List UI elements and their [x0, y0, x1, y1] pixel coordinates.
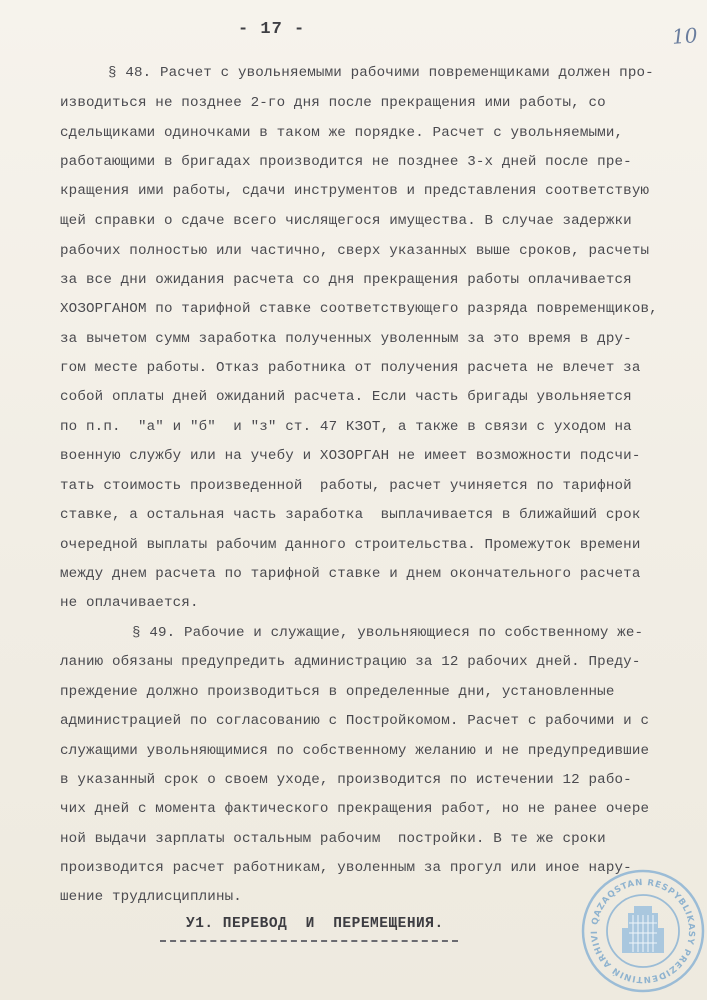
paragraph-49-line: преждение должно производиться в определенные дни, установленные — [60, 684, 615, 700]
paragraph-48-line: ставке, а остальная часть заработка выплачивается в ближайший срок — [60, 507, 641, 523]
paragraph-48-line: военную службу или на учебу и ХОЗОРГАН не имеет возможности подсчи- — [60, 448, 641, 464]
paragraph-48-line: гом месте работы. Отказ работника от получения расчета не влечет за — [60, 360, 641, 376]
paragraph-48-line: рабочих полностью или частично, сверх указанных выше сроков, расчеты — [60, 243, 650, 259]
paragraph-49-line: администрацией по согласованию с Постройкомом. Расчет с рабочими и с — [60, 713, 650, 729]
section-heading: У1. ПЕРЕВОД И ПЕРЕМЕЩЕНИЯ. — [186, 916, 444, 932]
paragraph-49-line: ланию обязаны предупредить администрацию за 12 рабочих дней. Преду- — [60, 654, 641, 670]
archive-page-mark: 10 — [671, 23, 699, 49]
paragraph-48-line: собой оплаты дней ожиданий расчета. Если часть бригады увольняется — [60, 389, 632, 405]
page-number: - 17 - — [238, 20, 306, 39]
paragraph-48-line: между днем расчета по тарифной ставке и днем окончательного расчета — [60, 566, 641, 582]
paragraph-48-line: по п.п. "а" и "б" и "з" ст. 47 КЗОТ, а также в связи с уходом на — [60, 419, 632, 435]
paragraph-48-line: за все дни ожидания расчета со дня прекращения работы оплачивается — [60, 272, 632, 288]
svg-text:QAZAQSTAN RESPYBLIKASY PREZIDE: QAZAQSTAN RESPYBLIKASY PREZIDENTINIŃ ARHIVI — [589, 877, 697, 985]
paragraph-48-line: работающими в бригадах производится не позднее 3-х дней после пре- — [60, 154, 632, 170]
paragraph-48-line: щей справки о сдаче всего числящегося имущества. В случае задержки — [60, 213, 632, 229]
paragraph-48-line: за вычетом сумм заработка полученных уволенным за это время в дру- — [60, 331, 632, 347]
paragraph-49-line: чих дней с момента фактического прекращения работ, но не ранее очере — [60, 801, 650, 817]
paragraph-49-line: производится расчет работникам, уволенным за прогул или иное нару- — [60, 860, 632, 876]
paragraph-48-line: сдельщиками одиночками в таком же порядке. Расчет с увольняемыми, — [60, 125, 624, 141]
paragraph-49-line: ной выдачи зарплаты остальным рабочим постройки. В те же сроки — [60, 831, 606, 847]
paragraph-48-line: ХОЗОРГАНОМ по тарифной ставке соответствующего разряда повременщиков, — [60, 301, 658, 317]
paragraph-48-line: § 48. Расчет с увольняемыми рабочими повременщиками должен про- — [108, 65, 654, 81]
paragraph-48-line: очередной выплаты рабочим данного строительства. Промежуток времени — [60, 537, 641, 553]
paragraph-49-line: в указанный срок о своем уходе, производится по истечении 12 рабо- — [60, 772, 632, 788]
archive-seal-stamp — [580, 868, 706, 994]
heading-underline — [160, 940, 458, 942]
paragraph-48-line: не оплачивается. — [60, 595, 199, 611]
paragraph-49-line: шение трудлисциплины. — [60, 889, 242, 905]
paragraph-48-line: тать стоимость произведенной работы, расчет учиняется по тарифной — [60, 478, 632, 494]
paragraph-48-line: изводиться не позднее 2-го дня после прекращения ими работы, со — [60, 95, 606, 111]
paragraph-49-line: служащими увольняющимися по собственному желанию и не предупредившие — [60, 743, 650, 759]
paragraph-48-line: кращения ими работы, сдачи инструментов и представления соответствую — [60, 183, 650, 199]
paragraph-49-line: § 49. Рабочие и служащие, увольняющиеся по собственному же- — [132, 625, 644, 641]
